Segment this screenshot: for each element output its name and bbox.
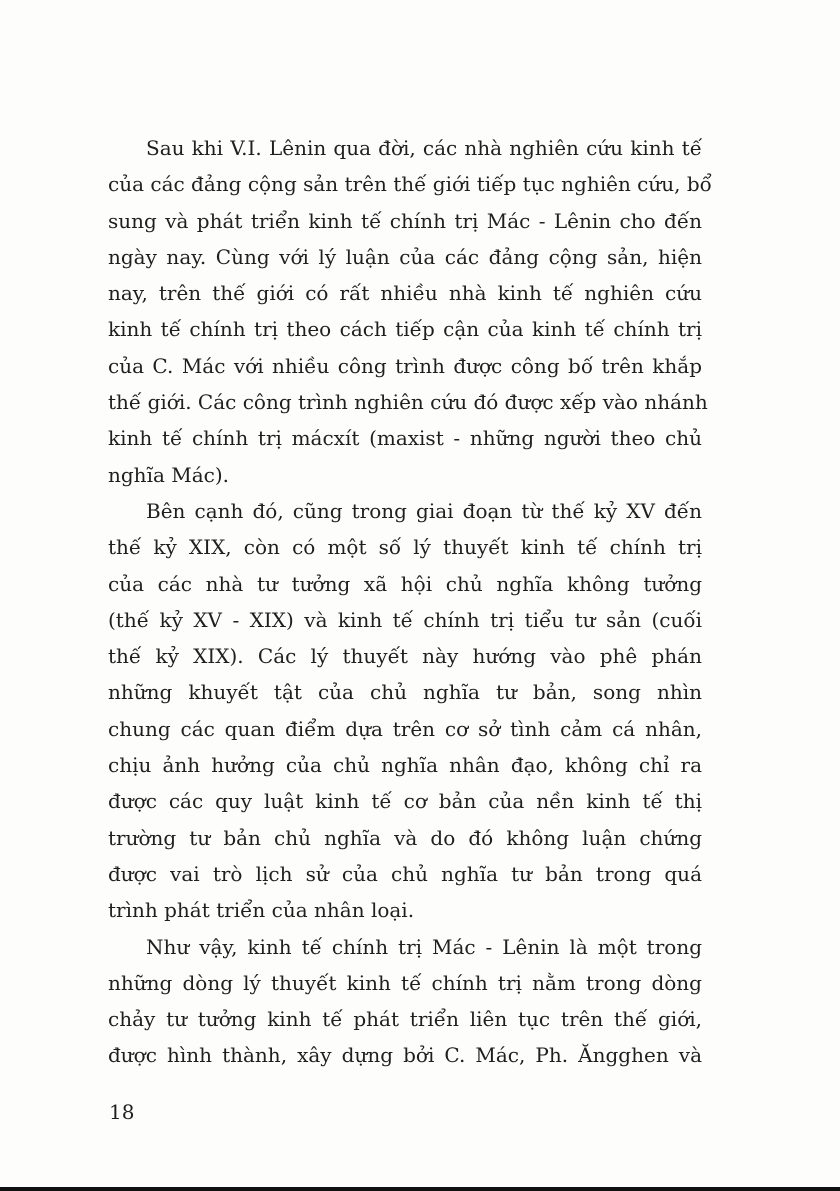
text-line: nay, trên thế giới có rất nhiều nhà kinh tế nghiên cứu bbox=[108, 281, 702, 306]
text-line: sung và phát triển kinh tế chính trị Mác - Lênin cho đến bbox=[108, 208, 702, 233]
text-line: nghĩa Mác). bbox=[108, 462, 230, 487]
text-line: những dòng lý thuyết kinh tế chính trị nằm trong dòng bbox=[108, 970, 702, 995]
text-line: trình phát triển của nhân loại. bbox=[108, 898, 415, 923]
paragraph-2 bbox=[108, 493, 702, 929]
text-line: kinh tế chính trị theo cách tiếp cận của kinh tế chính trị bbox=[108, 317, 702, 342]
text-line: được vai trò lịch sử của chủ nghĩa tư bản trong quá bbox=[108, 861, 702, 886]
text-line: thế giới. Các công trình nghiên cứu đó được xếp vào nhánh bbox=[108, 390, 708, 415]
text-line: được hình thành, xây dựng bởi C. Mác, Ph. Ăngghen và bbox=[108, 1043, 702, 1068]
text-line: của các nhà tư tưởng xã hội chủ nghĩa không tưởng bbox=[108, 571, 702, 596]
paragraph-3 bbox=[108, 929, 702, 1074]
text-line: Bên cạnh đó, cũng trong giai đoạn từ thế kỷ XV đến bbox=[146, 498, 702, 523]
paragraph-1 bbox=[108, 130, 712, 493]
page-body bbox=[108, 130, 712, 1074]
text-line: (thế kỷ XV - XIX) và kinh tế chính trị tiểu tư sản (cuối bbox=[108, 607, 702, 632]
text-line: thế kỷ XIX, còn có một số lý thuyết kinh tế chính trị bbox=[108, 535, 702, 560]
text-line: Như vậy, kinh tế chính trị Mác - Lênin là một trong bbox=[146, 934, 702, 959]
page-number: 18 bbox=[109, 1100, 135, 1124]
text-line: của C. Mác với nhiều công trình được công bố trên khắp bbox=[108, 353, 702, 378]
text-line: chịu ảnh hưởng của chủ nghĩa nhân đạo, không chỉ ra bbox=[108, 753, 702, 778]
text-line: Sau khi V.I. Lênin qua đời, các nhà nghiên cứu kinh tế bbox=[146, 136, 702, 160]
page-bottom-edge bbox=[0, 1187, 840, 1191]
text-line: được các quy luật kinh tế cơ bản của nền kinh tế thị bbox=[108, 789, 702, 814]
text-line: ngày nay. Cùng với lý luận của các đảng cộng sản, hiện bbox=[108, 244, 702, 269]
text-line: trường tư bản chủ nghĩa và do đó không luận chứng bbox=[108, 825, 702, 850]
text-line: chung các quan điểm dựa trên cơ sở tình cảm cá nhân, bbox=[108, 716, 702, 741]
text-line: chảy tư tưởng kinh tế phát triển liên tục trên thế giới, bbox=[108, 1007, 702, 1032]
text-line: những khuyết tật của chủ nghĩa tư bản, song nhìn bbox=[108, 680, 702, 705]
text-line: thế kỷ XIX). Các lý thuyết này hướng vào phê phán bbox=[108, 644, 702, 669]
text-line: của các đảng cộng sản trên thế giới tiếp tục nghiên cứu, bổ bbox=[108, 172, 712, 197]
text-line: kinh tế chính trị mácxít (maxist - những người theo chủ bbox=[108, 426, 702, 451]
